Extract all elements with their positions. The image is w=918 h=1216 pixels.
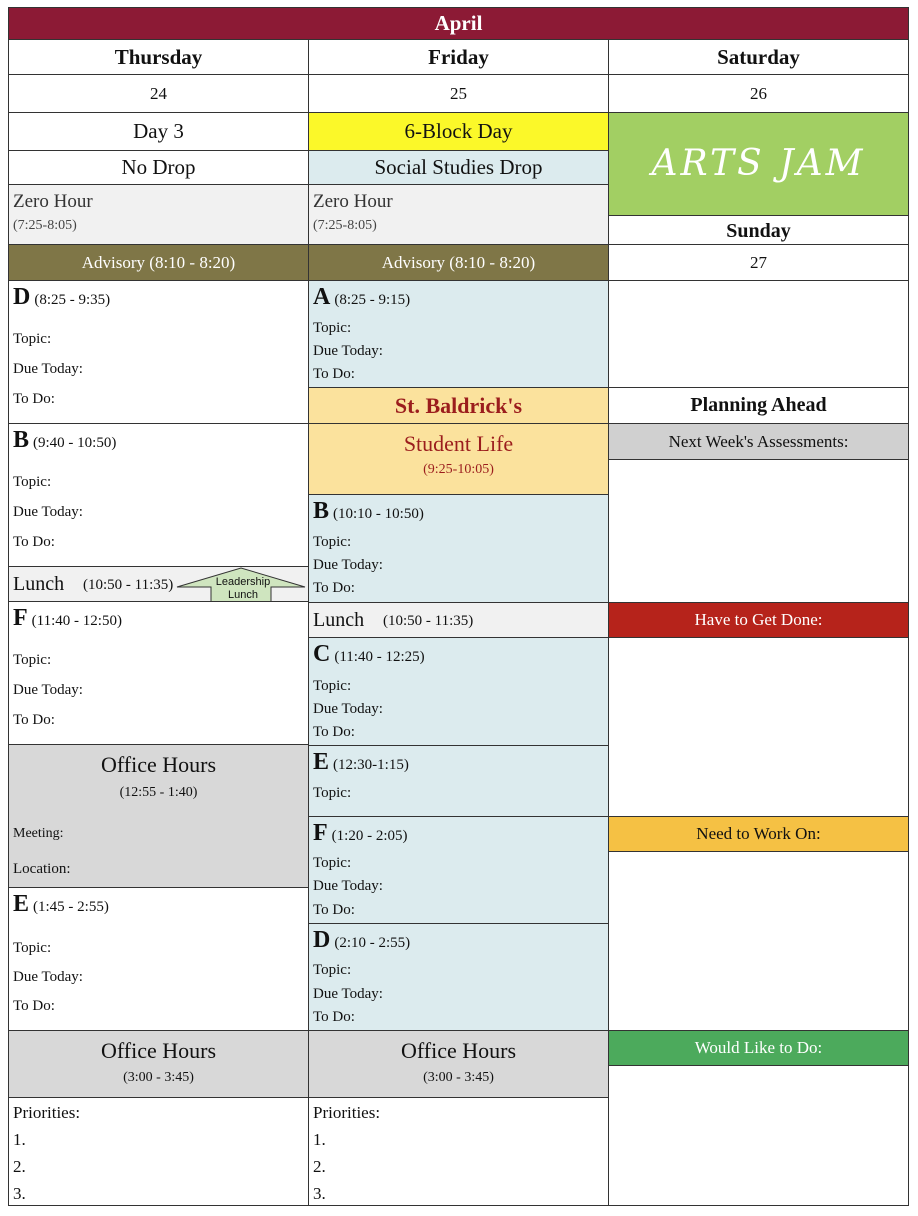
friday-event-banner (308, 387, 609, 424)
to-do-label: To Do: (13, 534, 55, 550)
priority-item: 3. (13, 1184, 26, 1203)
drop-label: Social Studies Drop (374, 155, 543, 179)
thursday-lunch (8, 566, 309, 602)
date-saturday (608, 74, 909, 113)
day-name: Friday (428, 45, 489, 69)
block-heading (313, 820, 408, 847)
event-label: St. Baldrick's (394, 393, 523, 418)
block-heading (313, 749, 409, 776)
month-header (8, 7, 909, 40)
day-type-label: 6-Block Day (404, 119, 513, 143)
topic-label: Topic: (313, 678, 352, 694)
have-to-get-done-header (608, 602, 909, 638)
friday-student-life (308, 423, 609, 495)
section-label: Next Week's Assessments: (668, 432, 849, 451)
friday-priorities (308, 1097, 609, 1206)
thursday-block-f (8, 601, 309, 745)
leadership-lunch-label: Leadership Lunch (215, 576, 271, 601)
thursday-block-d (8, 280, 309, 424)
friday-block-b (308, 494, 609, 603)
office-hours-title: Office Hours (100, 1038, 217, 1063)
thursday-block-e (8, 887, 309, 1031)
saturday-arts-jam (608, 112, 909, 216)
planning-title: Planning Ahead (690, 394, 827, 416)
priority-item: 3. (313, 1184, 326, 1203)
section-label: Have to Get Done: (694, 610, 823, 629)
block-letter: A (313, 284, 331, 310)
topic-label: Topic: (13, 940, 52, 956)
month-title: April (434, 11, 483, 35)
office-hours-time: (3:00 - 3:45) (423, 1070, 494, 1085)
lunch-time: (10:50 - 11:35) (383, 613, 474, 629)
to-do-label: To Do: (13, 391, 55, 407)
planning-ahead-header (608, 387, 909, 424)
section-label: Need to Work On: (696, 824, 821, 843)
due-today-label: Due Today: (13, 682, 83, 698)
friday-block-a (308, 280, 609, 388)
student-life-title: Student Life (403, 431, 514, 456)
block-letter: E (13, 891, 30, 917)
zero-hour-label: Zero Hour (13, 191, 93, 212)
block-heading (13, 891, 109, 918)
day-header-friday (308, 39, 609, 75)
planner-page (8, 7, 909, 1206)
block-heading (313, 284, 410, 311)
due-today-label: Due Today: (313, 557, 383, 573)
block-heading (13, 284, 110, 311)
priority-item: 2. (313, 1157, 326, 1176)
topic-label: Topic: (313, 785, 352, 801)
block-time: (11:40 - 12:25) (334, 649, 425, 665)
zero-hour-time: (7:25-8:05) (13, 218, 77, 233)
block-letter: D (313, 927, 331, 953)
priority-item: 2. (13, 1157, 26, 1176)
to-do-label: To Do: (313, 366, 355, 382)
friday-advisory (308, 244, 609, 281)
office-hours-time: (12:55 - 1:40) (119, 785, 198, 800)
section-label: Would Like to Do: (694, 1038, 823, 1057)
priorities-label: Priorities: (13, 1103, 81, 1122)
block-letter: B (313, 498, 330, 524)
advisory-label: Advisory (8:10 - 8:20) (81, 253, 236, 272)
block-time: (9:40 - 10:50) (33, 435, 117, 451)
thursday-priorities (8, 1097, 309, 1206)
block-letter: F (13, 605, 28, 631)
to-do-label: To Do: (313, 1009, 355, 1025)
block-time: (1:20 - 2:05) (331, 828, 408, 844)
block-time: (12:30-1:15) (333, 757, 409, 773)
due-today-label: Due Today: (313, 343, 383, 359)
need-to-work-on-area (608, 851, 909, 1031)
block-time: (10:10 - 10:50) (333, 506, 424, 522)
zero-hour-label: Zero Hour (313, 191, 393, 212)
assessments-header (608, 423, 909, 460)
topic-label: Topic: (313, 855, 352, 871)
thursday-drop (8, 150, 309, 185)
block-time: (2:10 - 2:55) (334, 935, 411, 951)
friday-day-type (308, 112, 609, 151)
day-header-saturday (608, 39, 909, 75)
day-type-label: Day 3 (133, 119, 184, 143)
priority-item: 1. (13, 1130, 26, 1149)
day-name: Thursday (114, 45, 203, 69)
block-letter: B (13, 427, 30, 453)
date-number: 26 (750, 84, 767, 103)
arts-jam-title: ARTS JAM (651, 143, 866, 184)
day-header-thursday (8, 39, 309, 75)
due-today-label: Due Today: (313, 701, 383, 717)
thursday-advisory (8, 244, 309, 281)
to-do-label: To Do: (313, 724, 355, 740)
block-time: (8:25 - 9:15) (334, 292, 411, 308)
friday-block-c (308, 637, 609, 746)
block-letter: D (13, 284, 31, 310)
due-today-label: Due Today: (313, 878, 383, 894)
topic-label: Topic: (13, 331, 52, 347)
friday-block-d (308, 923, 609, 1031)
block-heading (313, 498, 424, 525)
friday-drop (308, 150, 609, 185)
friday-block-f (308, 816, 609, 924)
to-do-label: To Do: (13, 712, 55, 728)
student-life-time: (9:25-10:05) (423, 462, 494, 477)
topic-label: Topic: (313, 962, 352, 978)
thursday-zero-hour (8, 184, 309, 245)
advisory-label: Advisory (8:10 - 8:20) (381, 253, 536, 272)
topic-label: Topic: (13, 652, 52, 668)
due-today-label: Due Today: (13, 361, 83, 377)
lunch-label: Lunch (13, 573, 65, 595)
block-letter: C (313, 641, 331, 667)
location-label: Location: (13, 861, 71, 877)
due-today-label: Due Today: (313, 986, 383, 1002)
due-today-label: Due Today: (13, 969, 83, 985)
block-heading (13, 605, 122, 632)
friday-zero-hour (308, 184, 609, 245)
assessments-area (608, 459, 909, 603)
topic-label: Topic: (13, 474, 52, 490)
office-hours-time: (3:00 - 3:45) (123, 1070, 194, 1085)
to-do-label: To Do: (13, 998, 55, 1014)
day-name: Sunday (726, 220, 791, 242)
thursday-day-type (8, 112, 309, 151)
drop-label: No Drop (121, 155, 196, 179)
sunday-notes (608, 280, 909, 388)
need-to-work-on-header (608, 816, 909, 852)
lunch-label: Lunch (313, 609, 365, 631)
day-name: Saturday (717, 45, 800, 69)
office-hours-title: Office Hours (400, 1038, 517, 1063)
day-header-sunday (608, 215, 909, 245)
block-time: (11:40 - 12:50) (31, 613, 122, 629)
date-friday (308, 74, 609, 113)
would-like-to-do-header (608, 1030, 909, 1066)
friday-block-e (308, 745, 609, 817)
block-letter: F (313, 820, 328, 846)
thursday-office-hours-1 (8, 744, 309, 888)
date-thursday (8, 74, 309, 113)
priorities-label: Priorities: (313, 1103, 381, 1122)
block-heading (313, 927, 410, 954)
priority-item: 1. (313, 1130, 326, 1149)
block-time: (8:25 - 9:35) (34, 292, 111, 308)
block-time: (1:45 - 2:55) (33, 899, 109, 915)
thursday-office-hours-2 (8, 1030, 309, 1098)
have-to-get-done-area (608, 637, 909, 817)
due-today-label: Due Today: (13, 504, 83, 520)
block-letter: E (313, 749, 330, 775)
friday-office-hours (308, 1030, 609, 1098)
would-like-to-do-area (608, 1065, 909, 1206)
to-do-label: To Do: (313, 902, 355, 918)
block-heading (13, 427, 116, 454)
office-hours-title: Office Hours (100, 752, 217, 777)
to-do-label: To Do: (313, 580, 355, 596)
topic-label: Topic: (313, 534, 352, 550)
friday-lunch (308, 602, 609, 638)
date-number: 25 (450, 84, 467, 103)
date-sunday (608, 244, 909, 281)
zero-hour-time: (7:25-8:05) (313, 218, 377, 233)
lunch-time: (10:50 - 11:35) (83, 577, 174, 593)
meeting-label: Meeting: (13, 826, 64, 841)
block-heading (313, 641, 425, 668)
thursday-block-b (8, 423, 309, 567)
date-number: 27 (750, 253, 767, 272)
topic-label: Topic: (313, 320, 352, 336)
date-number: 24 (150, 84, 167, 103)
